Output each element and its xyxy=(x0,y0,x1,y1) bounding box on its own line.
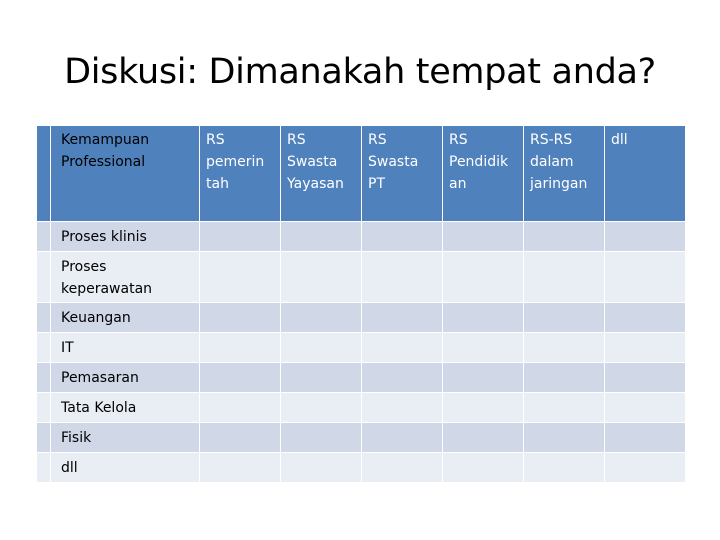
row-label: dll xyxy=(51,453,200,483)
table-row xyxy=(37,333,686,363)
table-cell xyxy=(524,303,605,333)
table-cell xyxy=(605,333,686,363)
table-row xyxy=(37,393,686,423)
table-cell xyxy=(443,363,524,393)
row-marker-cell xyxy=(37,393,51,423)
slide-title: Diskusi: Dimanakah tempat anda? xyxy=(64,52,656,92)
table-cell xyxy=(362,252,443,303)
column-header: RS Swasta Yayasan xyxy=(281,126,362,222)
row-marker-cell xyxy=(37,252,51,303)
table-cell xyxy=(362,423,443,453)
table-cell xyxy=(281,453,362,483)
table-cell xyxy=(281,423,362,453)
table-row xyxy=(37,222,686,252)
table-cell xyxy=(200,303,281,333)
row-label: Proses keperawatan xyxy=(51,252,200,303)
table-cell xyxy=(281,222,362,252)
header-row xyxy=(37,126,686,222)
table-cell xyxy=(281,303,362,333)
table-cell xyxy=(200,363,281,393)
table-cell xyxy=(200,252,281,303)
table-cell xyxy=(443,303,524,333)
table-cell xyxy=(200,453,281,483)
row-marker-cell xyxy=(37,363,51,393)
row-label: Pemasaran xyxy=(51,363,200,393)
table-cell xyxy=(524,423,605,453)
row-label: IT xyxy=(51,333,200,363)
row-marker-cell xyxy=(37,126,51,222)
table-cell xyxy=(524,333,605,363)
table-cell xyxy=(281,333,362,363)
table-cell xyxy=(281,393,362,423)
table-cell xyxy=(443,222,524,252)
table-cell xyxy=(362,333,443,363)
table-cell xyxy=(200,333,281,363)
table-cell xyxy=(200,222,281,252)
column-header: dll xyxy=(605,126,686,222)
table-cell xyxy=(281,363,362,393)
row-marker-cell xyxy=(37,423,51,453)
corner-header: Kemampuan Professional xyxy=(51,126,200,222)
row-marker-cell xyxy=(37,333,51,363)
table-cell xyxy=(362,222,443,252)
table-row xyxy=(37,252,686,303)
row-label: Fisik xyxy=(51,423,200,453)
row-marker-cell xyxy=(37,303,51,333)
table-cell xyxy=(524,363,605,393)
row-label: Keuangan xyxy=(51,303,200,333)
table-cell xyxy=(524,393,605,423)
table-cell xyxy=(281,252,362,303)
column-header: RS Swasta PT xyxy=(362,126,443,222)
table-cell xyxy=(605,252,686,303)
table-cell xyxy=(443,252,524,303)
table-cell xyxy=(362,303,443,333)
column-header: RS Pendidik an xyxy=(443,126,524,222)
table-cell xyxy=(362,393,443,423)
table-cell xyxy=(362,453,443,483)
table-cell xyxy=(443,393,524,423)
table-cell xyxy=(443,333,524,363)
table-cell xyxy=(524,222,605,252)
table-cell xyxy=(200,423,281,453)
table-cell xyxy=(605,393,686,423)
table-cell xyxy=(605,423,686,453)
comparison-table xyxy=(36,125,686,483)
row-marker-cell xyxy=(37,222,51,252)
column-header: RS pemerin tah xyxy=(200,126,281,222)
table-row xyxy=(37,423,686,453)
table-row xyxy=(37,453,686,483)
row-label: Proses klinis xyxy=(51,222,200,252)
column-header: RS-RS dalam jaringan xyxy=(524,126,605,222)
row-label: Tata Kelola xyxy=(51,393,200,423)
table-cell xyxy=(605,222,686,252)
table-cell xyxy=(605,363,686,393)
table-cell xyxy=(524,453,605,483)
table-row xyxy=(37,303,686,333)
table-row xyxy=(37,363,686,393)
table-cell xyxy=(605,453,686,483)
table-cell xyxy=(200,393,281,423)
table-cell xyxy=(524,252,605,303)
table-cell xyxy=(605,303,686,333)
table-cell xyxy=(362,363,443,393)
table-cell xyxy=(443,423,524,453)
row-marker-cell xyxy=(37,453,51,483)
table-cell xyxy=(443,453,524,483)
